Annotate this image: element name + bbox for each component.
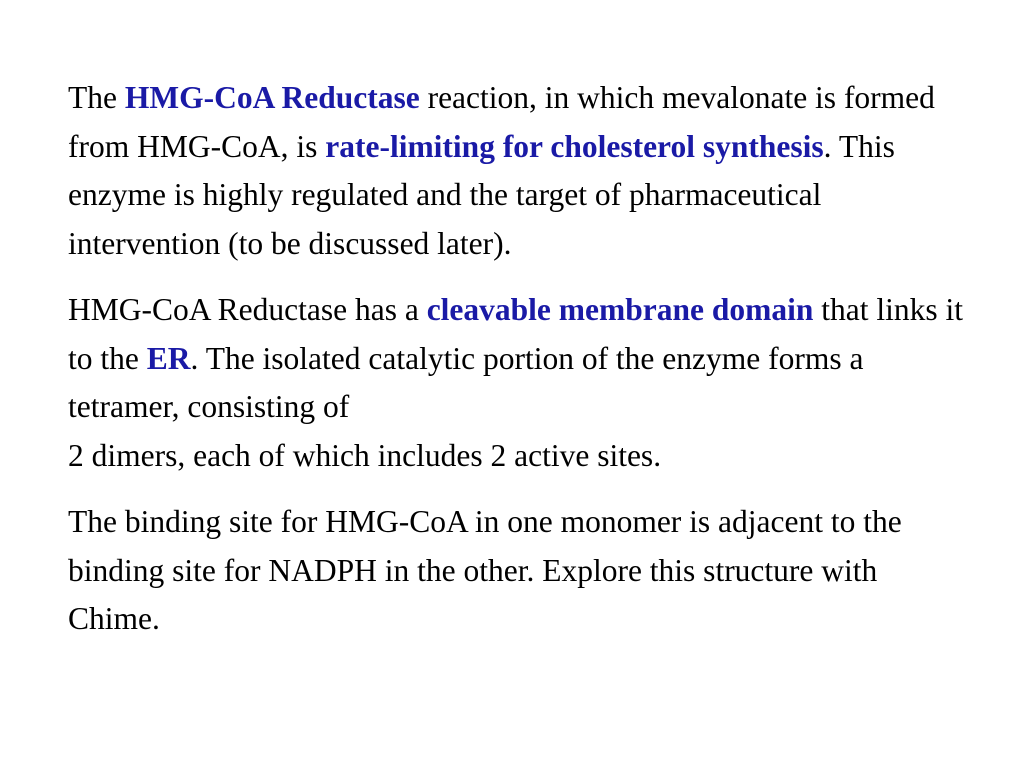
text-segment: . The isolated catalytic portion of the enzyme forms a tetramer, consisting of	[68, 340, 864, 424]
highlight-rate-limiting: rate-limiting for cholesterol synthesis	[325, 128, 824, 164]
text-segment: The	[68, 80, 125, 115]
paragraph-membrane-domain	[68, 286, 976, 480]
highlight-hmg-coa-reductase: HMG-CoA Reductase	[124, 80, 420, 115]
highlight-cleavable-membrane-domain: cleavable membrane domain	[426, 292, 814, 327]
text-segment: . This enzyme is highly regulated and the target of pharmaceutical intervention (to be discussed later).	[68, 128, 895, 261]
text-segment: reaction, in which mevalonate is formed from HMG-CoA, is	[68, 80, 935, 164]
text-segment: that links it to the	[68, 292, 964, 376]
paragraph-rate-limiting	[68, 74, 976, 268]
text-segment: 2 dimers, each of which includes 2 active sites.	[68, 437, 662, 473]
text-segment: HMG-CoA Reductase has a	[68, 292, 427, 327]
paragraph-binding-site	[68, 498, 976, 644]
highlight-er: ER	[146, 340, 191, 376]
text-segment: The binding site for HMG-CoA in one monomer is adjacent to the binding site for NADPH in the other. Explore this structure with Chime.	[68, 504, 902, 636]
